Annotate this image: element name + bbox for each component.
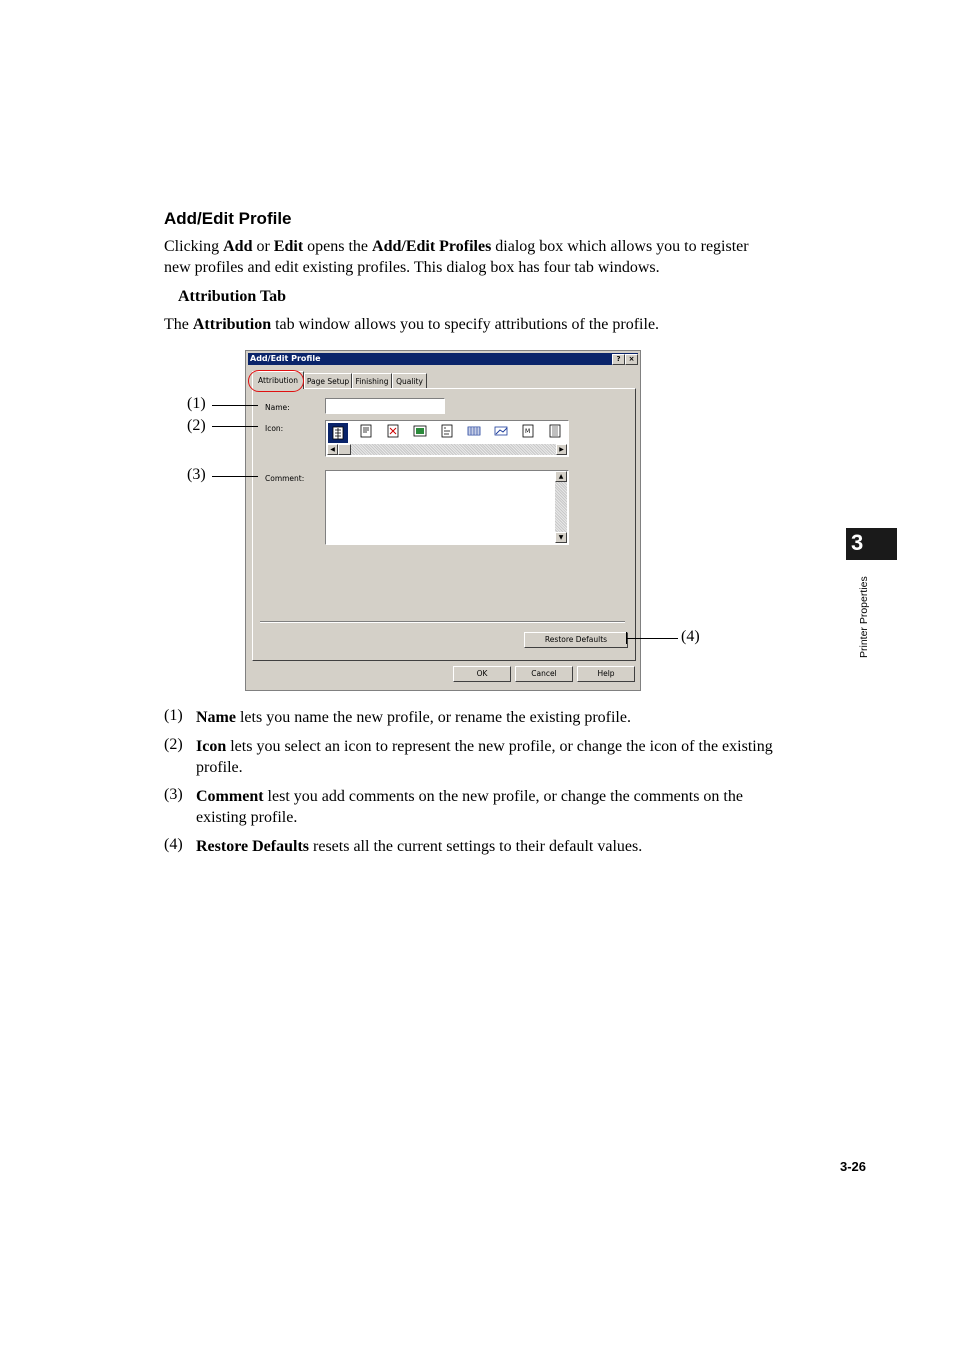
cancel-button[interactable]: Cancel [515, 666, 573, 682]
subheading: Attribution Tab [178, 288, 287, 305]
callout-4: (4) [681, 628, 700, 645]
item-1-number: (1) [164, 707, 183, 724]
callout-4-leader [626, 638, 678, 639]
svg-text:M: M [525, 428, 531, 435]
document-marked-icon[interactable] [386, 424, 400, 438]
tab-finishing[interactable]: Finishing [352, 373, 392, 388]
tab-page-setup[interactable]: Page Setup [304, 373, 352, 388]
scroll-up-icon[interactable]: ▲ [555, 471, 567, 482]
callout-1: (1) [187, 395, 206, 412]
chapter-title: Printer Properties [858, 576, 870, 658]
item-1-text: Name lets you name the new profile, or rename the existing profile. [196, 709, 631, 726]
icon-list[interactable] [325, 420, 569, 457]
section-heading: Add/Edit Profile [164, 209, 292, 228]
callout-2: (2) [187, 417, 206, 434]
intro-paragraph: Clicking Add or Edit opens the Add/Edit Profiles dialog box which allows you to register new profiles and edit existing profiles. This dialog box has four tab windows. [164, 238, 749, 276]
callout-1-leader [212, 405, 258, 406]
help-icon[interactable]: ? [612, 354, 625, 365]
comment-textarea[interactable] [325, 470, 569, 545]
name-label: Name: [265, 403, 290, 412]
icon-option-grid-selected[interactable] [328, 423, 348, 443]
text-page-icon[interactable] [440, 424, 454, 438]
item-4-text: Restore Defaults resets all the current settings to their default values. [196, 838, 643, 855]
scroll-thumb[interactable] [338, 444, 351, 455]
item-2-text: Icon lets you select an icon to represent the new profile, or change the icon of the existing profile. [196, 738, 773, 776]
letter-document-icon[interactable] [521, 424, 535, 438]
item-4-number: (4) [164, 836, 183, 853]
chapter-number: 3 [851, 530, 864, 555]
help-button[interactable]: Help [577, 666, 635, 682]
item-2-number: (2) [164, 736, 183, 753]
tab-highlight-circle [248, 370, 304, 392]
sub-intro-paragraph: The Attribution tab window allows you to specify attributions of the profile. [164, 316, 660, 333]
page-number: 3-26 [840, 1159, 867, 1174]
tab-attribution[interactable]: Attribution [252, 371, 304, 389]
scroll-left-icon[interactable]: ◀ [327, 444, 338, 455]
ok-button[interactable]: OK [453, 666, 511, 682]
icon-label: Icon: [265, 424, 284, 433]
name-input[interactable] [325, 398, 445, 414]
add-edit-profile-dialog [245, 350, 641, 691]
tab-quality[interactable]: Quality [392, 373, 427, 388]
chart-icon[interactable] [494, 424, 508, 438]
callout-3: (3) [187, 466, 206, 483]
item-3-number: (3) [164, 786, 183, 803]
scroll-down-icon[interactable]: ▼ [555, 532, 567, 543]
list-document-icon[interactable] [548, 424, 562, 438]
icon-list-scrollbar[interactable] [327, 444, 567, 455]
callout-2-leader [212, 426, 258, 427]
callout-4-tick [626, 632, 627, 644]
callout-3-leader [212, 476, 258, 477]
close-icon[interactable]: × [625, 354, 638, 365]
item-3-text: Comment lest you add comments on the new profile, or change the comments on the existing profile. [196, 788, 743, 826]
dialog-titlebar [248, 353, 638, 365]
scroll-right-icon[interactable]: ▶ [556, 444, 567, 455]
comment-label: Comment: [265, 474, 305, 483]
picture-icon[interactable] [413, 424, 427, 438]
comment-scrollbar[interactable] [555, 471, 567, 543]
dialog-title: Add/Edit Profile [250, 354, 321, 363]
separator [260, 621, 625, 623]
tab-panel-attribution [252, 388, 636, 661]
document-icon[interactable] [359, 424, 373, 438]
restore-defaults-button[interactable]: Restore Defaults [524, 632, 628, 648]
spreadsheet-icon[interactable] [467, 424, 481, 438]
